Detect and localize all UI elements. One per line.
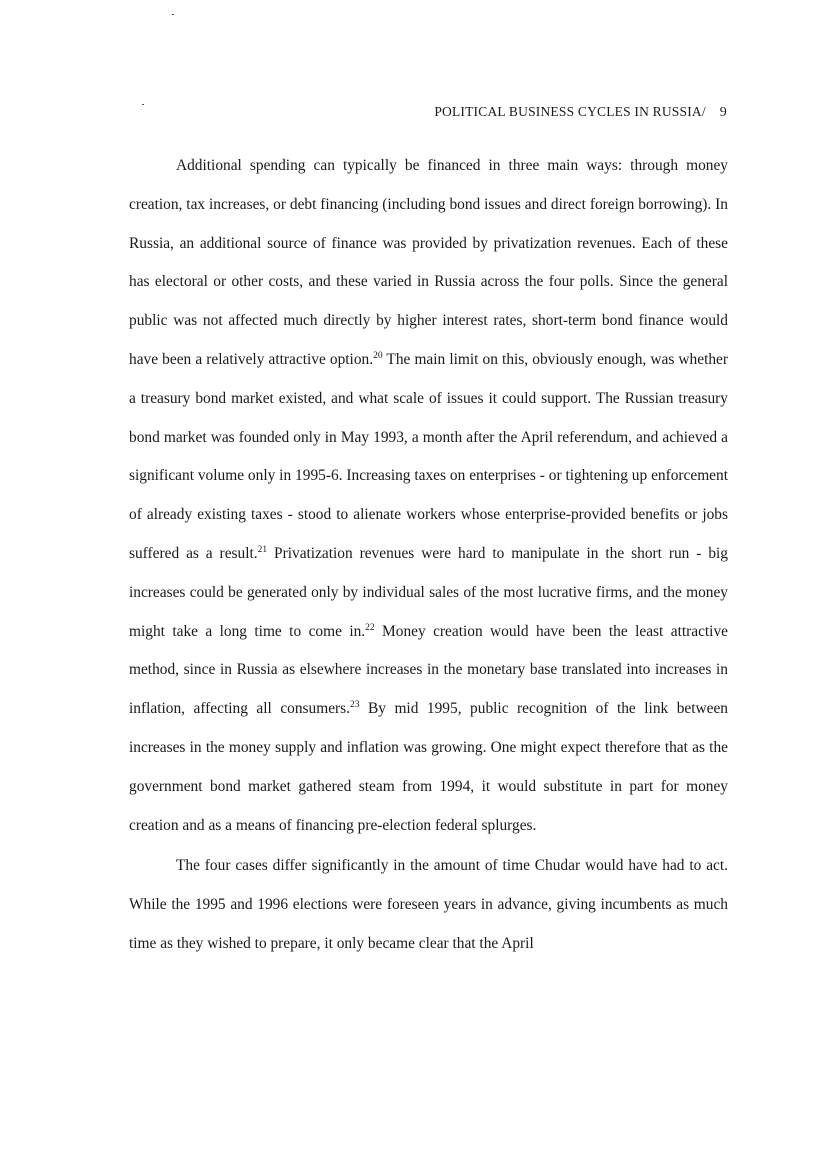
footnote-marker: 22: [365, 622, 375, 633]
text-segment: Privatization revenues were hard to manipulate in the short run - big increases could be generated only by individual sales of the most lucrative firms, and the money might take a long time to come in.: [129, 544, 728, 640]
scan-speck: [142, 104, 144, 105]
text-segment: Money creation would have been the least attractive method, since in Russia as elsewhere increases in the monetary base translated into increases in inflation, affecting all consumers.: [129, 622, 728, 718]
text-segment: By mid 1995, public recognition of the link between increases in the money supply and inflation was growing. One might expect therefore that as the government bond market gathered steam from 1994, it would substitute in part for money creation and as a means of financing pre-election federal splurges.: [129, 700, 728, 834]
paragraph-financing-methods: [129, 147, 728, 845]
text-segment: Additional spending can typically be financed in three main ways: through money creation, tax increases, or debt financing (including bond issues and direct foreign borrowing). In Russia, an additional source of finance was provided by privatization revenues. Each of these has electoral or other costs, and these varied in Russia across the four polls. Since the general public was not affected much directly by higher interest rates, short-term bond finance would have been a relatively attractive option.: [129, 157, 728, 368]
paragraph-four-cases: [129, 847, 728, 963]
body-text: [129, 147, 728, 964]
scan-speck: [172, 14, 174, 15]
footnote-marker: 23: [349, 700, 360, 711]
footnote-marker: 20: [373, 350, 383, 361]
text-segment: The four cases differ significantly in the amount of time Chudar would have had to act. While the 1995 and 1996 elections were foreseen years in advance, giving incumbents as much time as they wished to prepare, it only became clear that the April: [129, 857, 728, 952]
page-number: 9: [719, 105, 727, 120]
text-segment: The main limit on this, obviously enough, was whether a treasury bond market existed, and what scale of issues it could support. The Russian treasury bond market was founded only in May 1993, a month after the April referendum, and achieved a significant volume only in 1995-6. Increasing taxes on enterprises - or tightening up enforcement of already existing taxes - stood to alienate workers whose enterprise-provided benefits or jobs suffered as a result.: [129, 350, 728, 562]
footnote-marker: 21: [257, 544, 268, 555]
running-title: POLITICAL BUSINESS CYCLES IN RUSSIA/: [434, 104, 706, 119]
running-header: [380, 104, 727, 121]
